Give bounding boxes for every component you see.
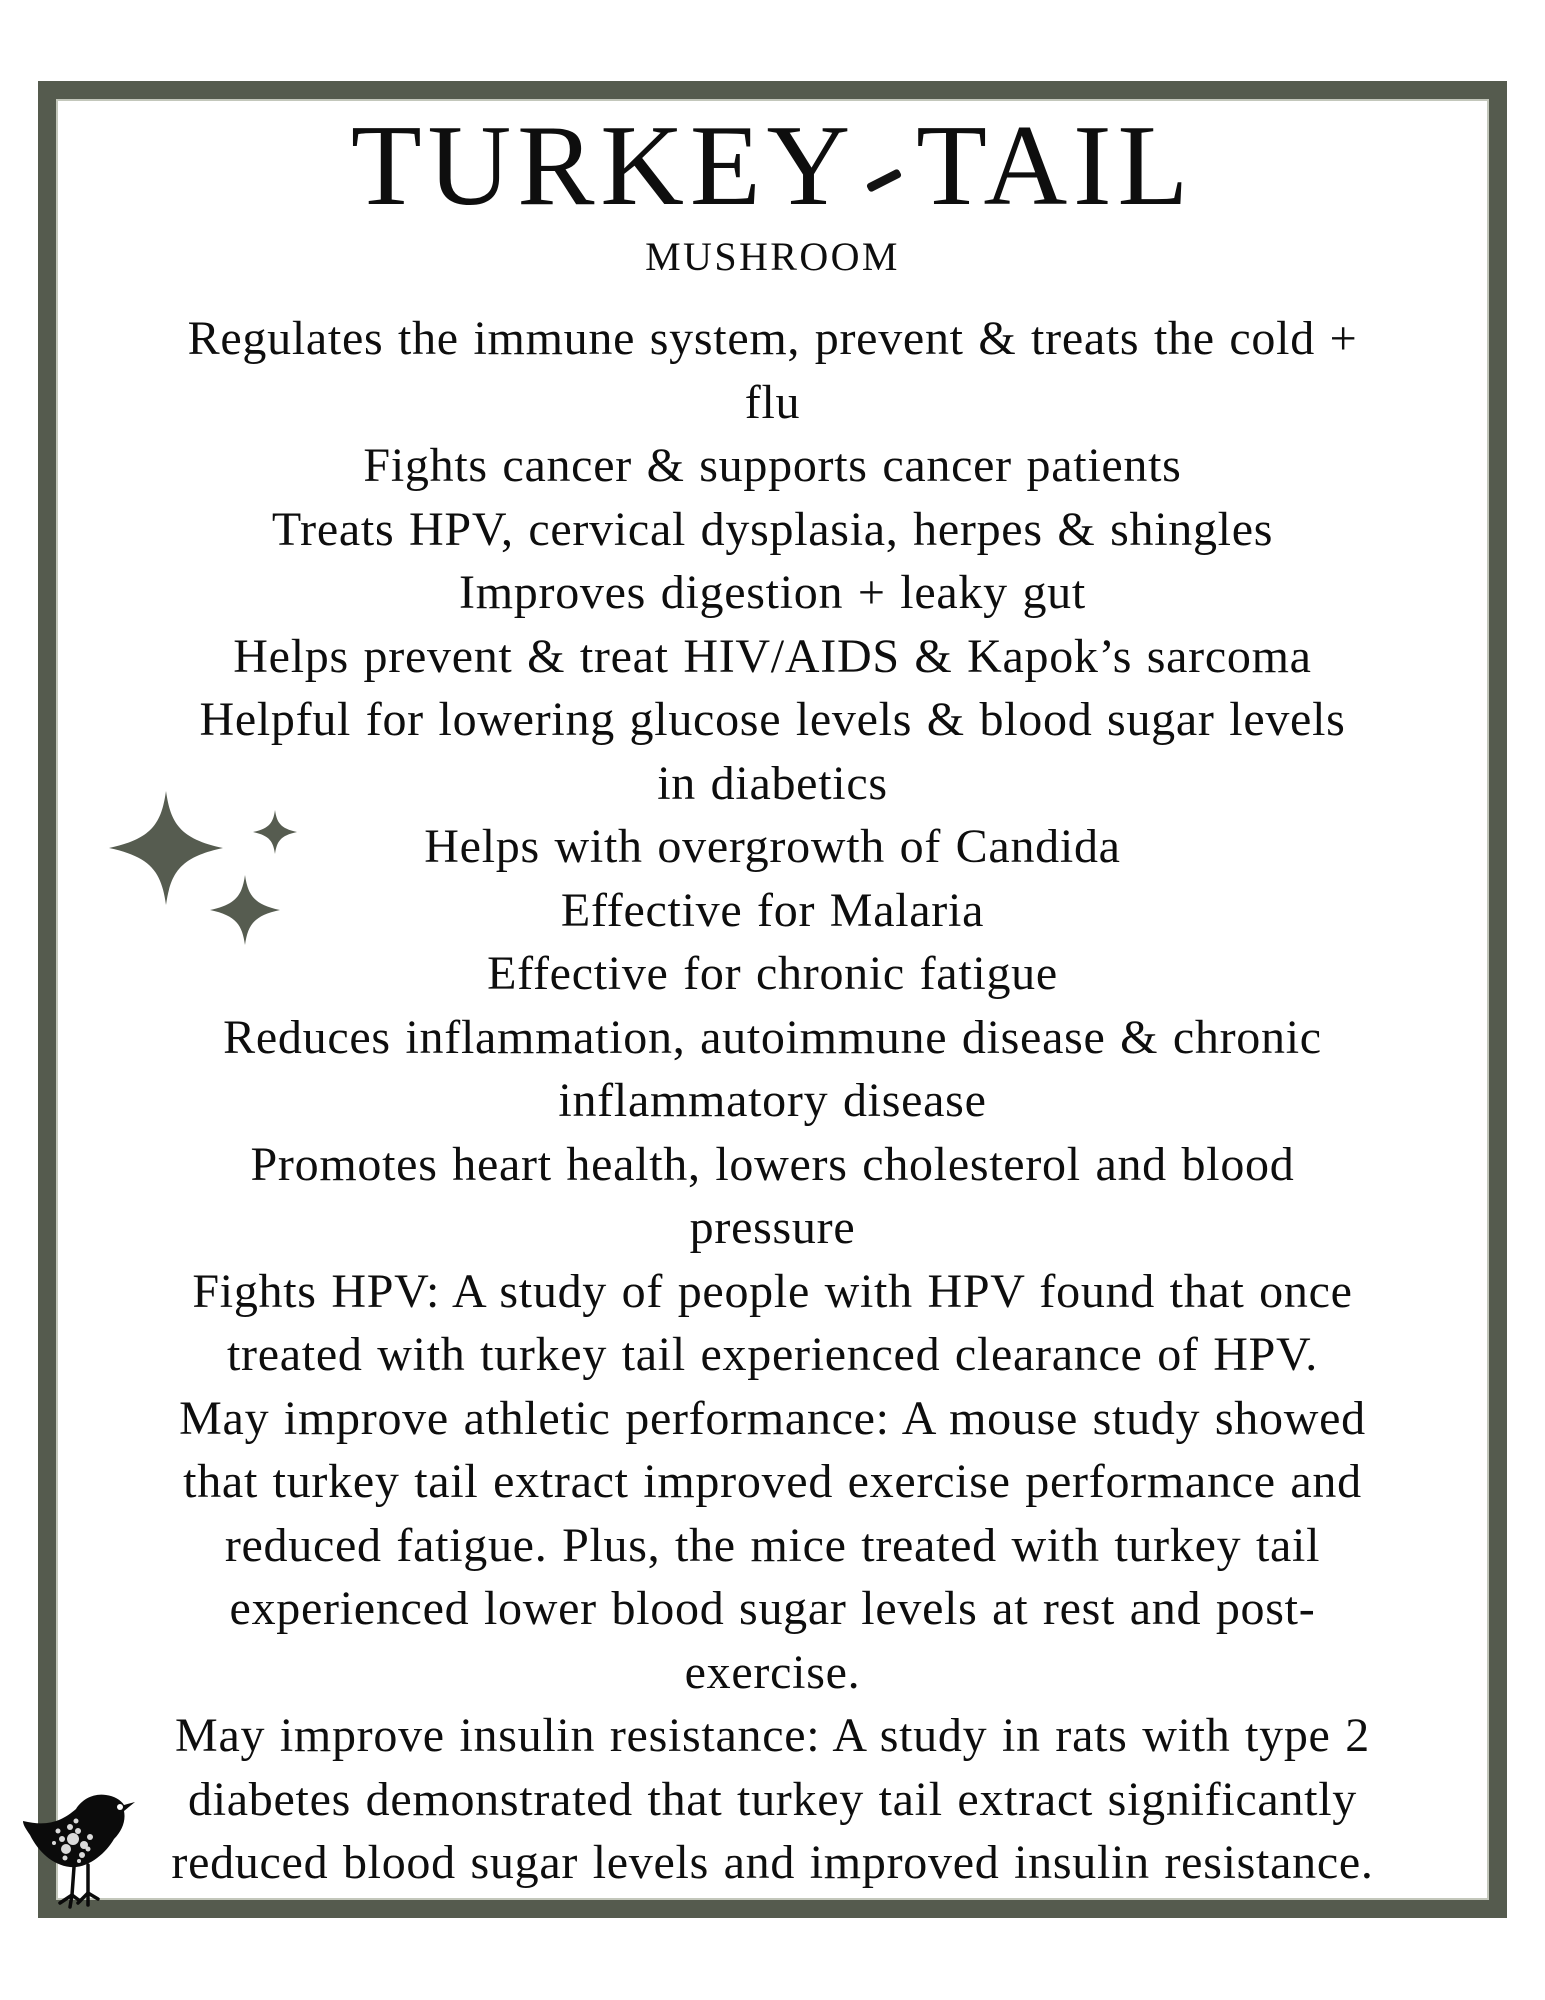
benefit-line: inflammatory disease [558,1074,987,1127]
sparkles-icon [100,780,310,955]
benefit-line: Treats HPV, cervical dysplasia, herpes & shingles [271,502,1274,556]
benefit-line: Helps prevent & treat HIV/AIDS & Kapok’s sarcoma [233,629,1312,683]
benefit-line: Effective for chronic fatigue [487,947,1058,1000]
benefit-line: Effective for Malaria [560,883,985,937]
benefit-line: pressure [689,1201,856,1254]
benefit-line: diabetes demonstrated that turkey tail extract significantly [187,1772,1357,1826]
benefits-list [56,307,1489,1895]
benefit-line: Improves digestion + leaky gut [459,566,1086,619]
benefit-line: Helps with overgrowth of Candida [424,820,1121,873]
page-subtitle: MUSHROOM [645,234,900,279]
title-word-right: TAIL [916,102,1195,230]
benefit-line: experienced lower blood sugar levels at rest and post- [229,1582,1316,1635]
bird-icon [16,1791,140,1915]
benefit-line: in diabetics [657,756,888,810]
benefit-line: reduced fatigue. Plus, the mice treated with turkey tail [224,1518,1321,1572]
benefit-line: reduced blood sugar levels and improved insulin resistance. [171,1836,1374,1889]
benefit-line: Regulates the immune system, prevent & treats the cold + [187,312,1358,365]
benefit-line: Helpful for lowering glucose levels & blood sugar levels [199,693,1346,746]
benefit-line: Fights HPV: A study of people with HPV found that once [192,1264,1353,1318]
benefit-line: flu [744,375,801,429]
poster-content [56,99,1489,1895]
title-word-left: TURKEY [350,102,857,230]
page-title [56,102,1489,230]
benefit-line: May improve athletic performance: A mouse study showed [179,1391,1366,1445]
benefit-line: Reduces inflammation, autoimmune disease & chronic [223,1010,1322,1064]
benefit-line: Promotes heart health, lowers cholesterol and blood [250,1137,1295,1191]
title-hyphen-icon [866,169,902,193]
benefit-line: May improve insulin resistance: A study in rats with type 2 [175,1709,1370,1762]
benefit-line: that turkey tail extract improved exercise performance and [183,1455,1362,1508]
benefit-line: exercise. [684,1645,861,1699]
benefit-line: treated with turkey tail experienced clearance of HPV. [227,1328,1318,1381]
benefit-line: Fights cancer & supports cancer patients [363,439,1182,492]
